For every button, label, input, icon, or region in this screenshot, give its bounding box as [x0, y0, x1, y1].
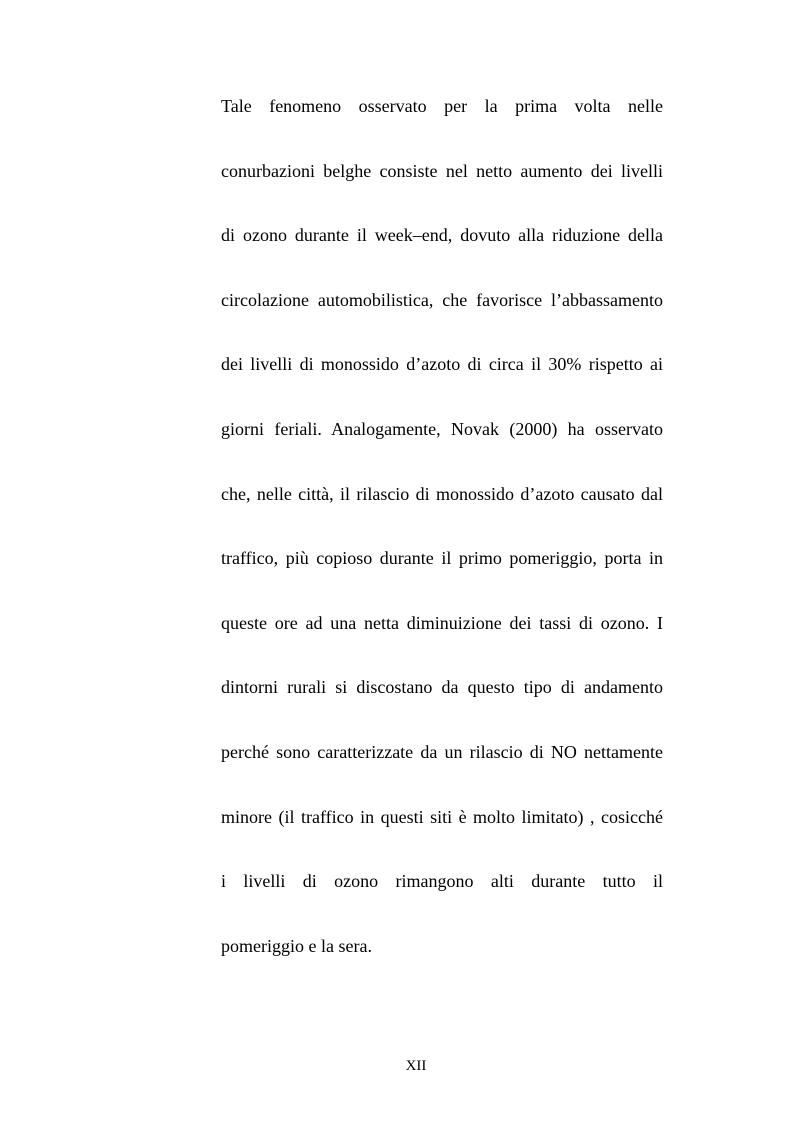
text-line: pomeriggio e la sera.: [221, 935, 372, 956]
text-line: dintorni rurali si discostano da questo tipo di andamento: [221, 677, 663, 698]
page-number: XII: [405, 1058, 427, 1074]
text-line: Tale fenomeno osservato per la prima volta nelle: [221, 96, 663, 116]
text-line: circolazione automobilistica, che favorisce l’abbassamento: [221, 289, 663, 310]
text-line: dei livelli di monossido d’azoto di circa il 30% rispetto ai: [221, 354, 663, 375]
text-line: queste ore ad una netta diminuizione dei tassi di ozono. I: [221, 612, 663, 633]
text-line: perché sono caratterizzate da un rilascio di NO nettamente: [221, 741, 663, 762]
text-line: i livelli di ozono rimangono alti durante tutto il: [221, 871, 663, 892]
text-line: conurbazioni belghe consiste nel netto aumento dei livelli: [221, 160, 663, 181]
text-line: giorni feriali. Analogamente, Novak (2000) ha osservato: [221, 418, 663, 439]
body-paragraph: [221, 90, 663, 994]
text-line: minore (il traffico in questi siti è molto limitato) , cosicché: [221, 806, 663, 827]
text-line: di ozono durante il week–end, dovuto alla riduzione della: [221, 225, 663, 246]
text-line: traffico, più copioso durante il primo pomeriggio, porta in: [221, 548, 663, 569]
text-line: che, nelle città, il rilascio di monossido d’azoto causato dal: [221, 483, 663, 504]
